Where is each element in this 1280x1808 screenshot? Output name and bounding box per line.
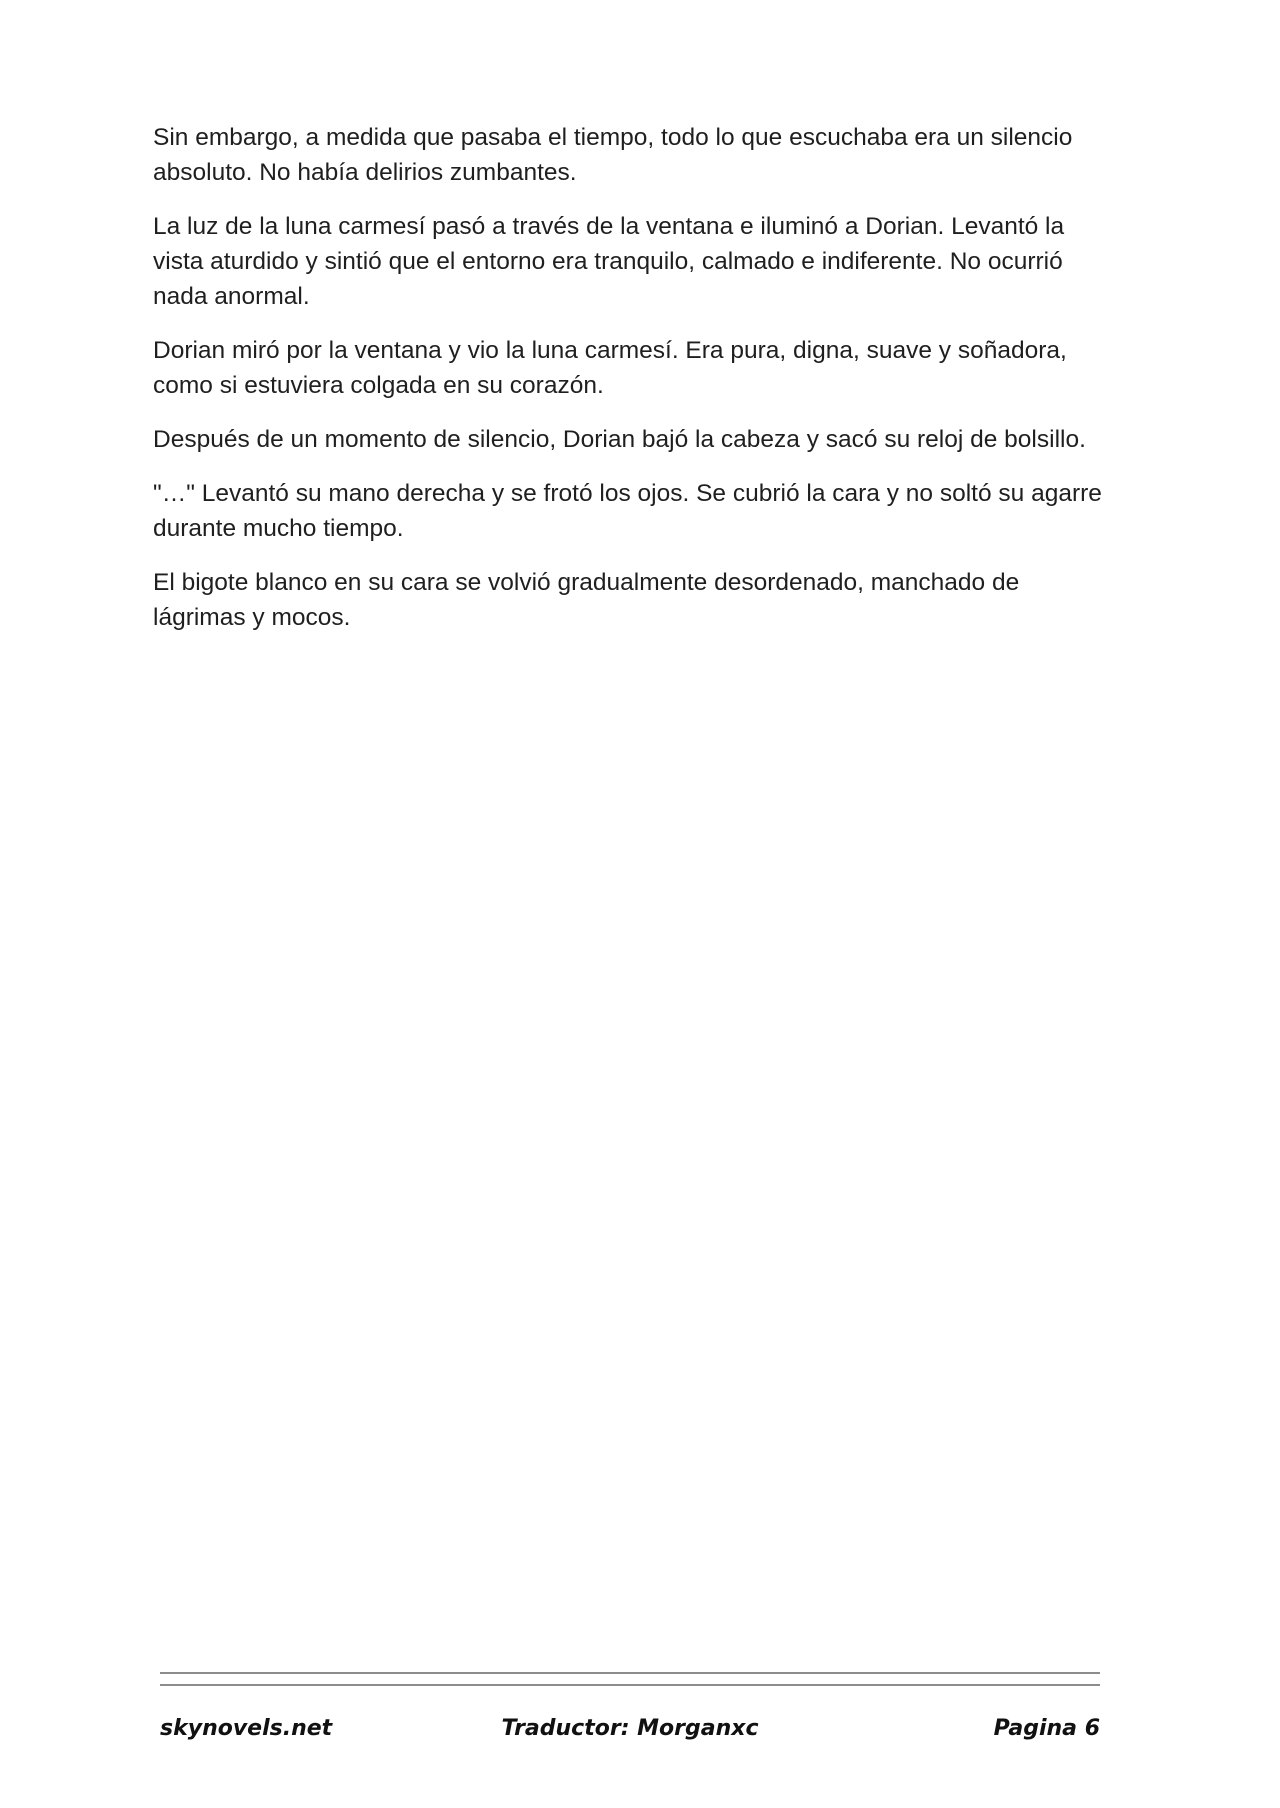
paragraph-2: La luz de la luna carmesí pasó a través de la ventana e iluminó a Dorian. Levantó la vista aturdido y sintió que el entorno era tranquilo, calmado e indiferente. No ocurrió nada anormal.: [153, 213, 1065, 310]
paragraph-4: Después de un momento de silencio, Dorian bajó la cabeza y sacó su reloj de bolsillo.: [153, 426, 1086, 453]
paragraph-1: Sin embargo, a medida que pasaba el tiempo, todo lo que escuchaba era un silencio absoluto. No había delirios zumbantes.: [153, 124, 1073, 186]
paragraph-6: El bigote blanco en su cara se volvió gradualmente desordenado, manchado de lágrimas y mocos.: [153, 569, 1020, 631]
page-footer: [160, 1716, 1100, 1752]
footer-rule-bottom: [160, 1684, 1100, 1686]
footer-translator: Traductor: Morganxc: [501, 1716, 759, 1741]
footer-divider: [160, 1672, 1100, 1686]
footer-site: skynovels.net: [160, 1716, 333, 1741]
paragraph-5: "…" Levantó su mano derecha y se frotó los ojos. Se cubrió la cara y no soltó su agarre durante mucho tiempo.: [153, 480, 1102, 542]
footer-page-number: Pagina 6: [993, 1716, 1100, 1741]
body-text: [153, 120, 1113, 654]
footer-rule-top: [160, 1672, 1100, 1674]
paragraph-3: Dorian miró por la ventana y vio la luna carmesí. Era pura, digna, suave y soñadora, como si estuviera colgada en su corazón.: [153, 337, 1067, 399]
